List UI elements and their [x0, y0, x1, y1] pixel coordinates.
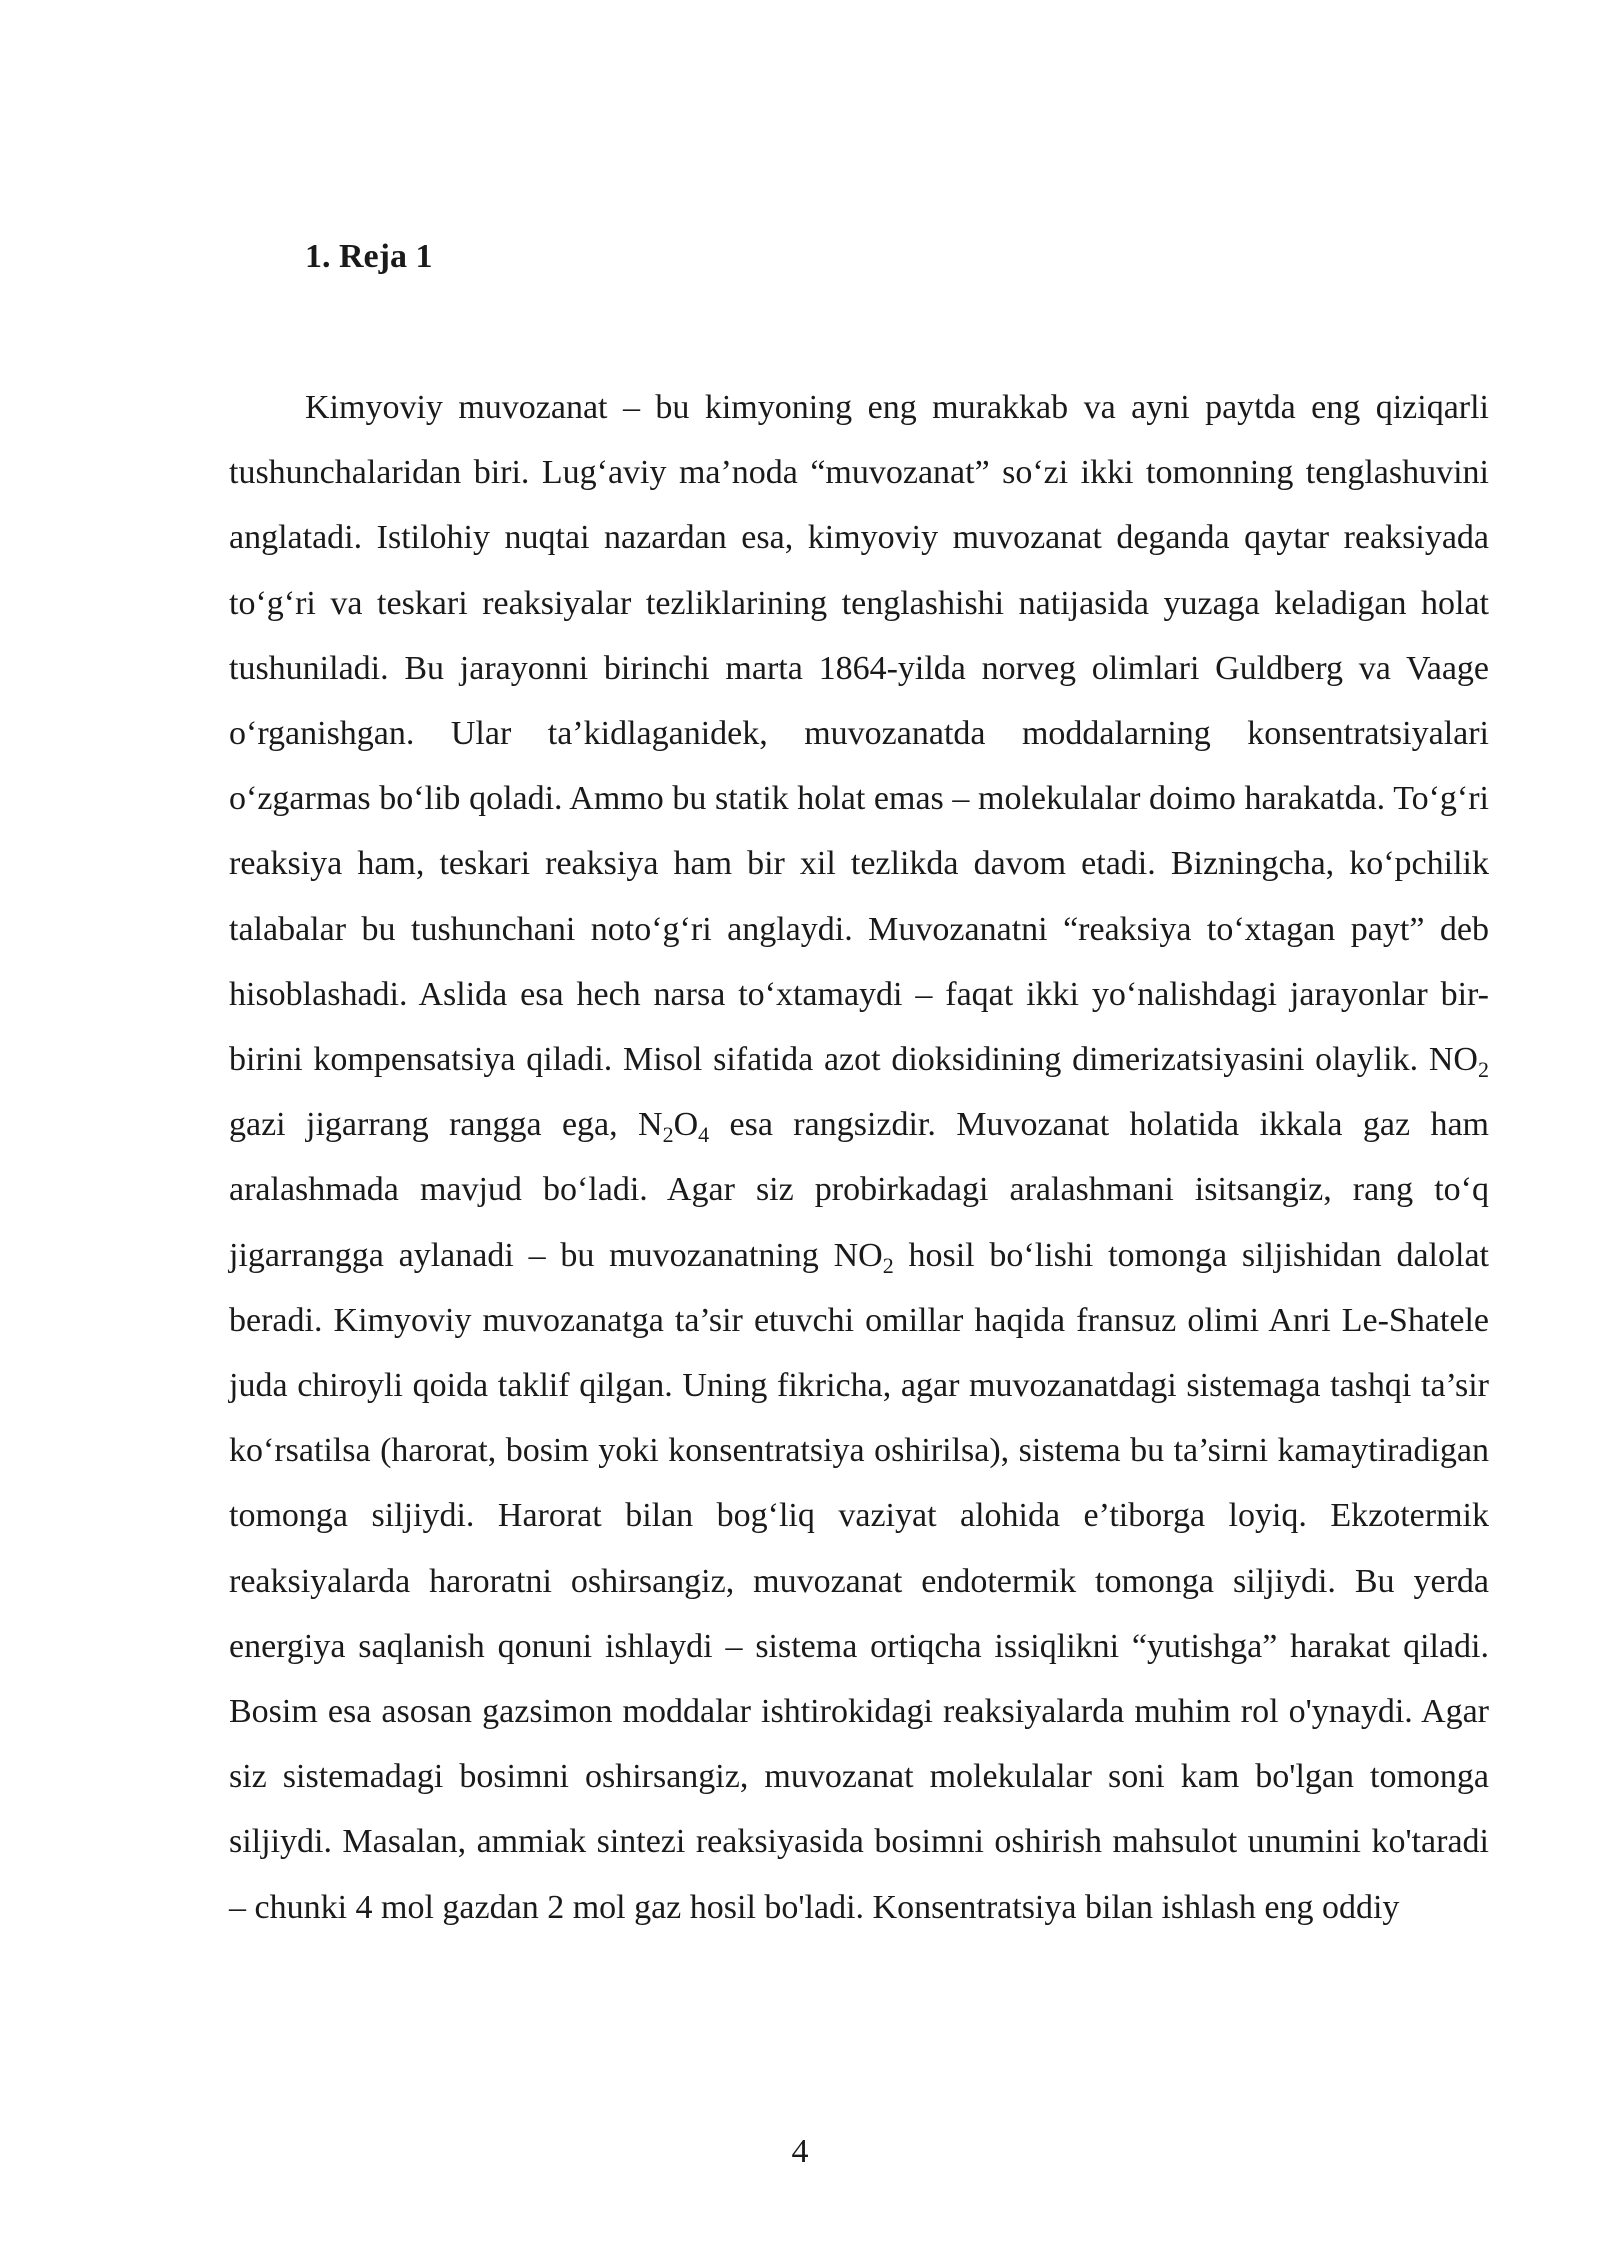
subscript-digit: 2: [882, 1252, 894, 1278]
subscript-digit: 4: [698, 1122, 710, 1148]
section-heading: 1. Reja 1: [305, 238, 433, 275]
text-run: Kimyoviy muvozanat – bu kimyoning eng murakkab va ayni paytda eng qiziqarli tushunchalaridan biri. Lug‘aviy ma’noda “muvozanat” so‘zi ikki tomonning tenglashuvini anglatadi. Istilohiy nuqtai nazardan esa, kimyoviy muvozanat deganda qaytar reaksiyada to‘g‘ri va teskari reaksiyalar tezliklarining tenglashishi natijasida yuzaga keladigan holat tushuniladi. Bu jarayonni birinchi marta 1864-yilda norveg olimlari Guldberg va Vaage o‘rganishgan. Ular ta’kidlaganidek, muvozanatda moddalarning konsentratsiyalari o‘zgarmas bo‘lib qoladi. Ammo bu statik holat emas – molekulalar doimo harakatda. To‘g‘ri reaksiya ham, teskari reaksiya ham bir xil tezlikda davom etadi. Bizningcha, ko‘pchilik talabalar bu tushunchani noto‘g‘ri anglaydi. Muvozanatni “reaksiya to‘xtagan payt” deb hisoblashadi. Aslida esa hech narsa to‘xtamaydi – faqat ikki yo‘nalishdagi jarayonlar bir-birini kompensatsiya qiladi. Misol sifatida azot dioksidining dimerizatsiyasini olaylik. NO: [229, 389, 1489, 1079]
text-run: O: [673, 1106, 699, 1144]
subscript-digit: 2: [662, 1122, 674, 1148]
subscript-digit: 2: [1478, 1057, 1489, 1083]
text-run: esa rangsizdir. Muvozanat holatida ikkala gaz ham aralashmada mavjud bo‘ladi. Agar siz probirkadagi aralashmani isitsangiz, rang to‘q jigarrangga aylanadi – bu muvozanatning NO: [229, 1106, 1489, 1274]
text-run: gazi jigarrang rangga ega, N: [229, 1106, 663, 1144]
text-run: hosil bo‘lishi tomonga siljishidan dalolat beradi. Kimyoviy muvozanatga ta’sir etuvchi omillar haqida fransuz olimi Anri Le-Shatele juda chiroyli qoida taklif qilgan. Uning fikricha, agar muvozanatdagi sistemaga tashqi ta’sir ko‘rsatilsa (harorat, bosim yoki konsentratsiya oshirilsa), sistema bu ta’sirni kamaytiradigan tomonga siljiydi. Harorat bilan bog‘liq vaziyat alohida e’tiborga loyiq. Ekzotermik reaksiyalarda haroratni oshirsangiz, muvozanat endotermik tomonga siljiydi. Bu yerda energiya saqlanish qonuni ishlaydi – sistema ortiqcha issiqlikni “yutishga” harakat qiladi. Bosim esa asosan gazsimon moddalar ishtirokidagi reaksiyalarda muhim rol o'ynaydi. Agar siz sistemadagi bosimni oshirsangiz, muvozanat molekulalar soni kam bo'lgan tomonga siljiydi. Masalan, ammiak sintezi reaksiyasida bosimni oshirish mahsulot unumini ko'taradi – chunki 4 mol gazdan 2 mol gaz hosil bo'ladi. Konsentratsiya bilan ishlash eng oddiy: [229, 1236, 1489, 1926]
page-number: 4: [791, 2133, 809, 2170]
body-paragraph: [229, 375, 1489, 1940]
